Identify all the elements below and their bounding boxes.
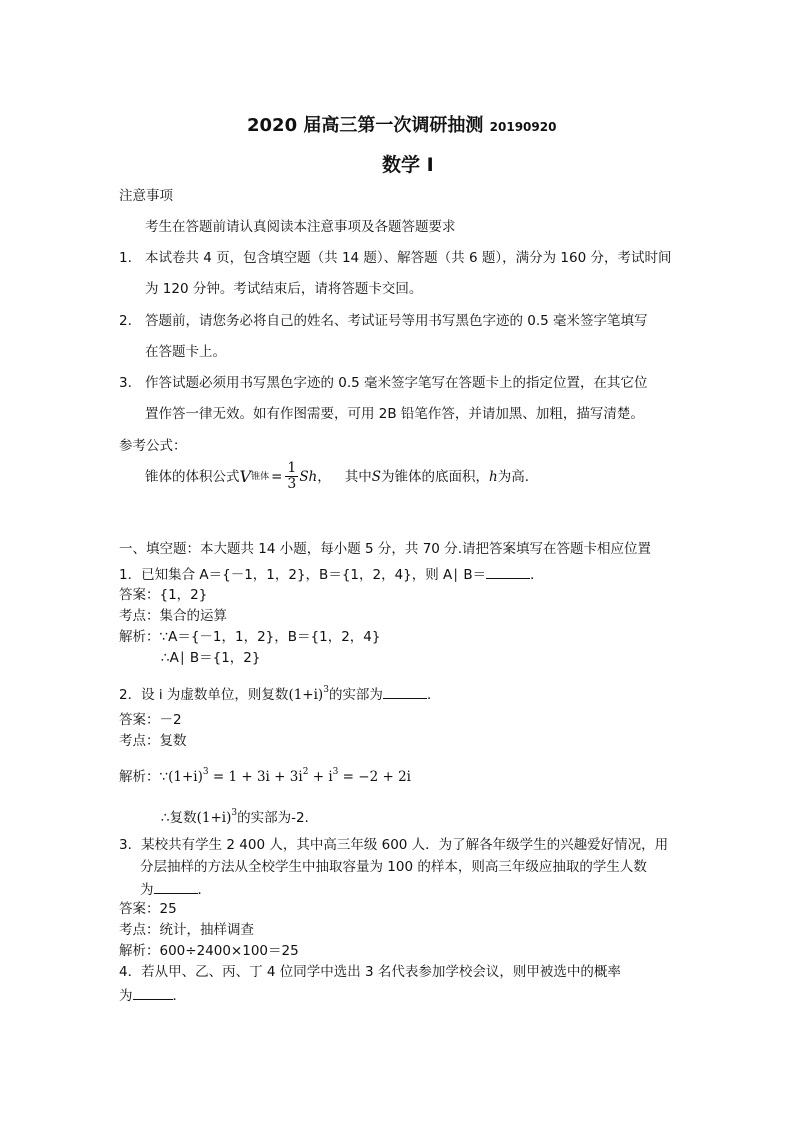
formula-equals: = bbox=[271, 468, 283, 485]
question-3-cont2 bbox=[140, 879, 211, 899]
question-1-analysis-cont: ∴A∣ B＝{1，2} bbox=[161, 650, 261, 666]
formula-comma: ， bbox=[317, 468, 331, 485]
notice-heading: 注意事项 bbox=[119, 188, 173, 204]
formula-fraction bbox=[285, 461, 298, 492]
question-3-cont: 分层抽样的方法从全校学生中抽取容量为 100 的样本，则高三年级应抽取的学生人数 bbox=[140, 859, 647, 875]
exam-date: 20190920 bbox=[489, 120, 557, 134]
analysis-exp-c: 3 bbox=[332, 767, 339, 777]
question-1-topic: 考点：集合的运算 bbox=[119, 608, 227, 624]
question-3-end: ． bbox=[197, 882, 211, 898]
notice-item-2-cont: 在答题卡上。 bbox=[145, 344, 226, 360]
reference-heading: 参考公式： bbox=[119, 438, 187, 454]
conclusion-expr: (1+i) bbox=[196, 810, 232, 826]
notice-item-3 bbox=[119, 374, 648, 392]
question-2-end: ． bbox=[426, 687, 441, 703]
conclusion-exp: 3 bbox=[231, 808, 238, 818]
formula-h-desc: 为高. bbox=[497, 468, 530, 485]
notice-item-1-cont: 为 120 分钟。考试结束后，请将答题卡交回。 bbox=[145, 281, 423, 297]
analysis-expr-b: = 1 + 3i + 3i bbox=[208, 769, 303, 785]
question-1-answer: 答案：{1，2} bbox=[119, 587, 208, 603]
question-3-analysis: 解析：600÷2400×100＝25 bbox=[119, 943, 299, 959]
notice-item-1 bbox=[119, 249, 671, 267]
question-2-expr: (1+i) bbox=[288, 687, 324, 703]
analysis-exp-b: 2 bbox=[302, 767, 309, 777]
answer-blank bbox=[133, 985, 173, 1000]
formula-Sh: Sh bbox=[299, 468, 318, 485]
question-2 bbox=[119, 681, 440, 704]
exam-title bbox=[247, 111, 556, 137]
question-1-end: ． bbox=[530, 567, 544, 583]
exam-title-text: 2020 届高三第一次调研抽测 bbox=[247, 115, 484, 136]
formula-S: S bbox=[371, 468, 382, 485]
notice-item-text: 本试卷共 4 页，包含填空题（共 14 题）、解答题（共 6 题），满分为 160 分，考试时间 bbox=[145, 250, 672, 266]
question-2-conclusion bbox=[161, 804, 309, 827]
notice-item-text: 作答试题必须用书写黑色字迹的 0.5 毫米签字笔写在答题卡上的指定位置，在其它位 bbox=[145, 375, 648, 391]
notice-item-text: 答题前，请您务必将自己的姓名、考试证号等用书写黑色字迹的 0.5 毫米签字笔填写 bbox=[145, 313, 648, 329]
formula-V-subscript: 锥体 bbox=[251, 471, 270, 482]
subject-title: 数学 I bbox=[382, 154, 434, 176]
notice-item-number: 2. bbox=[119, 313, 132, 329]
formula-S-desc: 为锥体的底面积， bbox=[381, 468, 490, 485]
analysis-exp-a: 3 bbox=[202, 767, 209, 777]
analysis-expr-d: = −2 + 2i bbox=[338, 769, 411, 785]
question-3-line3: 为 bbox=[140, 882, 154, 898]
question-2-topic: 考点：复数 bbox=[119, 733, 187, 749]
question-1-stem: 1．已知集合 A＝{－1，1，2}，B＝{1，2，4}，则 A∣ B＝ bbox=[119, 567, 487, 583]
formula-h: h bbox=[489, 468, 498, 485]
notice-item-number: 3. bbox=[119, 375, 132, 391]
question-2-analysis bbox=[119, 763, 411, 786]
question-1-analysis: 解析：∵A＝{－1，1，2}，B＝{1，2，4} bbox=[119, 629, 381, 645]
question-3: 3．某校共有学生 2 400 人，其中高三年级 600 人．为了解各年级学生的兴趣爱好情况，用 bbox=[119, 837, 669, 853]
notice-item-number: 1. bbox=[119, 250, 132, 266]
formula-where: 其中 bbox=[344, 468, 372, 485]
volume-formula bbox=[145, 461, 529, 492]
question-3-answer: 答案：25 bbox=[119, 901, 177, 917]
conclusion-text: ∴复数 bbox=[161, 810, 197, 826]
question-2-stem-b: 的实部为 bbox=[328, 687, 383, 703]
analysis-expr-c: + i bbox=[308, 769, 333, 785]
section-heading: 一、填空题：本大题共 14 小题，每小题 5 分，共 70 分.请把答案填写在答题卡相应位置 bbox=[119, 541, 651, 557]
notice-intro: 考生在答题前请认真阅读本注意事项及各题答题要求 bbox=[145, 219, 456, 235]
question-2-stem: 2．设 i 为虚数单位，则复数 bbox=[119, 687, 289, 703]
question-4-line2: 为 bbox=[119, 988, 133, 1004]
formula-prefix: 锥体的体积公式 bbox=[145, 468, 240, 485]
fraction-numerator: 1 bbox=[287, 460, 297, 476]
analysis-label: 解析：∵ bbox=[119, 769, 169, 785]
question-2-exp: 3 bbox=[323, 685, 329, 695]
notice-item-3-cont: 置作答一律无效。如有作图需要，可用 2B 铅笔作答，并请加黑、加粗，描写清楚。 bbox=[145, 406, 644, 422]
answer-blank bbox=[486, 564, 530, 579]
question-4-end: ． bbox=[172, 988, 186, 1004]
answer-blank bbox=[383, 684, 427, 699]
question-1 bbox=[119, 564, 544, 584]
question-4-cont bbox=[119, 985, 186, 1005]
analysis-expr-a: (1+i) bbox=[168, 769, 203, 785]
question-3-topic: 考点：统计，抽样调查 bbox=[119, 922, 254, 938]
answer-blank bbox=[154, 879, 198, 894]
question-2-answer: 答案：－2 bbox=[119, 712, 182, 728]
notice-item-2 bbox=[119, 312, 648, 330]
conclusion-text-b: 的实部为-2. bbox=[237, 810, 309, 826]
formula-V: V bbox=[239, 466, 252, 486]
fraction-denominator: 3 bbox=[287, 476, 297, 492]
question-4: 4．若从甲、乙、丙、丁 4 位同学中选出 3 名代表参加学校会议，则甲被选中的概率 bbox=[119, 964, 621, 980]
